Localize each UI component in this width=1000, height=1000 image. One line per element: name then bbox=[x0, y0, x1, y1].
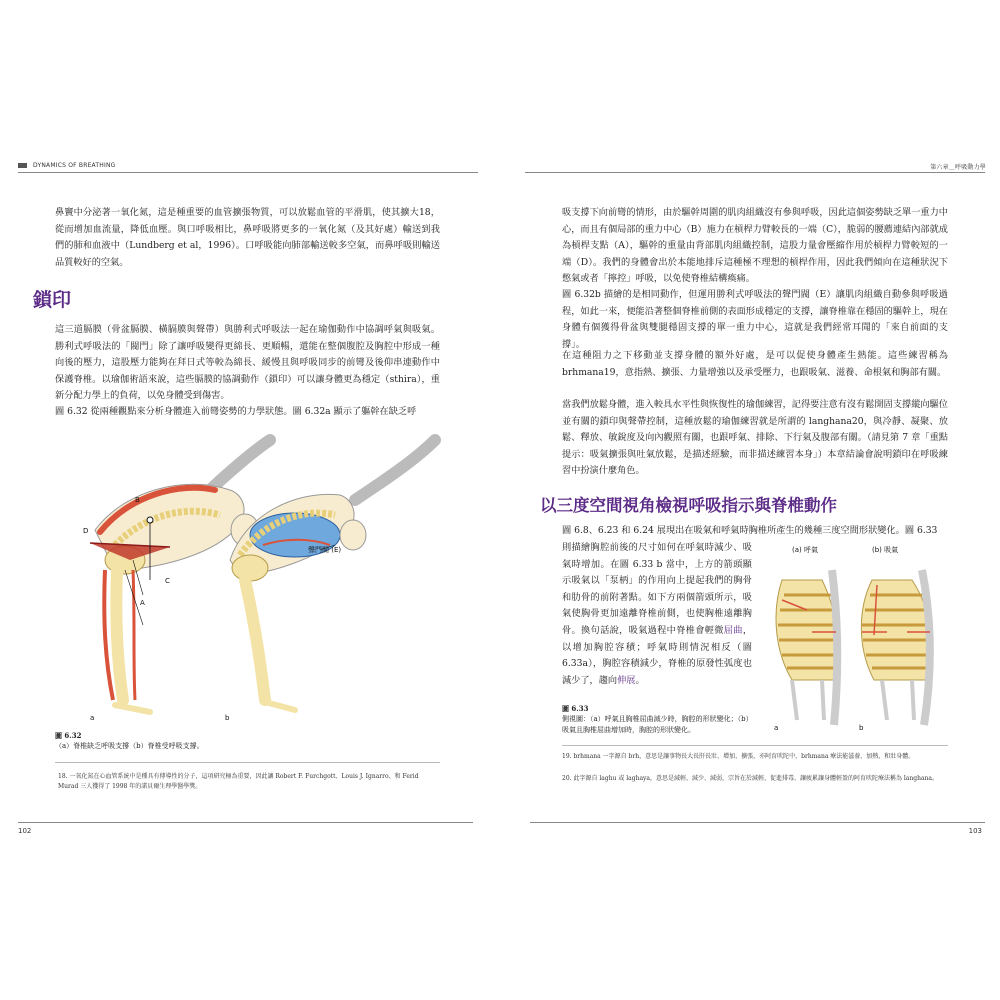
running-head-left bbox=[18, 162, 115, 169]
label-c: C bbox=[165, 577, 170, 585]
caption-text: （a）脊椎缺乏呼吸支撐（b）脊椎受呼吸支撐。 bbox=[55, 742, 204, 750]
body-paragraph-wrap bbox=[562, 540, 752, 689]
footnote-rule bbox=[562, 745, 948, 746]
para6-text-a: 則描繪胸腔前後的尺寸如何在呼氣時減少、吸氣時增加。在圖 6.33 b 當中，上方的箭頭顯示吸氣以「泵柄」的作用向上提起我們的胸骨和肋骨的前附著點。如下方兩個箭頭所示，吸氣使胸骨更加遠離脊椎前側，也使胸椎遠離胸骨。換句話說，吸氣過程中脊椎會輕微 bbox=[562, 542, 752, 636]
header-rule-right bbox=[525, 172, 985, 173]
section-heading: 鎖印 bbox=[33, 289, 72, 311]
term-flexion: 屈曲 bbox=[723, 624, 743, 636]
body-paragraph: 圖 6.32b 描繪的是相同動作，但運用勝利式呼吸法的聲門閥（E）讓肌肉組織自動參與呼吸過程，如此一來，便能沿著整個脊椎前側的表面形成穩定的支撐，讓脊椎靠在穩固的驅幹上，現在身體有個獲得骨盆與雙腿穩固支撐的單一重力中心，這就是我們經常耳聞的「來自前面的支撐」。 bbox=[562, 289, 948, 350]
body-paragraph: 在這種阻力之下移動並支撐身體的額外好處，是可以促使身體產生熱能。這些練習稱為 brhmana19，意指熱、擴張、力量增強以及承受壓力，也跟吸氣、滋養、命根氣和胸部有關。 bbox=[562, 350, 948, 378]
figure-b-body bbox=[230, 440, 435, 710]
footnote-rule bbox=[55, 762, 440, 763]
figure-sub-a: a bbox=[774, 724, 779, 732]
para6-text-c: 。 bbox=[635, 674, 645, 686]
figure-sub-a: a bbox=[90, 714, 95, 722]
ribcage-exhale bbox=[776, 570, 839, 725]
section-heading: 以三度空間視角檢視呼吸指示與脊椎動作 bbox=[540, 496, 837, 515]
figure-caption-right bbox=[562, 703, 758, 736]
label-exhale: (a) 呼氣 bbox=[792, 546, 818, 554]
body-paragraph: 這三道膈膜（骨盆膈膜、橫膈膜與聲帶）與勝利式呼吸法一起在瑜伽動作中協調呼氣與吸氣。勝利式呼吸法的「閥門」除了讓呼吸變得更綿長、更順暢，還能在整個腹腔及胸腔中形成一種向後的壓力，這股壓力能夠在拜日式等較為綿長、緩慢且與呼吸同步的前彎及後仰串連動作中保護脊椎。以瑜伽術語來說，這些膈膜的協調動作（鎖印）可以讓身體更為穩定（sthira），重新分配力學上的負荷，以免身體受到傷害。 bbox=[55, 324, 440, 402]
glottal-valve-label: 聲門閥 (E) bbox=[308, 546, 342, 554]
footer-rule-left bbox=[18, 822, 473, 823]
caption-title: 圖 6.33 bbox=[562, 704, 589, 713]
figure-6-33 bbox=[762, 540, 952, 735]
label-b: B bbox=[135, 496, 140, 504]
footer-rule-right bbox=[530, 822, 985, 823]
footnote-19: 19. brhmana 一字源自 brh，意思是讓事物長大長肝長壯、增加、擴張，亦阿育吠陀中，brhmana 療法能滋養、加熱、和壯身體。 bbox=[562, 753, 915, 760]
figure-sub-b: b bbox=[225, 714, 230, 722]
figure-sub-b: b bbox=[859, 724, 864, 732]
running-head-text: DYNAMICS OF BREATHING bbox=[33, 162, 116, 169]
page-number-right: 103 bbox=[968, 827, 982, 835]
body-paragraph: 當我們放鬆身體，進入較具水平性與恢復性的瑜伽練習，記得要注意有沒有鬆開固支撐縱向驅位並有關的鎖印與聲帶控制，這種放鬆的瑜伽練習就是所謂的 langhana20，與冷靜、凝聚、放鬆、釋放、敏銳度及向內觀照有關，也跟呼氣、排除、下行氣及腹部有關。（請見第 7 章「重點提示：吸氣擴張與吐氣放鬆，是描述經驗，而非描述練習本身」）本章結論會說明鎖印在呼吸練習中扮演什麼角色。 bbox=[562, 399, 948, 477]
body-paragraph: 吸支撐下向前彎的情形，由於驅幹周圍的肌肉組織沒有參與呼吸，因此這個姿勢缺乏單一重力中心，而且有個局部的重力中心（B）施力在槓桿力臂較長的一端（C），脆弱的腰薦連結內部就成為槓桿支點（A），驅幹的重量由背部肌肉組織控制，這股力量會壓縮作用於槓桿力臂較短的一端（D）。我們的身體會出於本能地排斥這種極不理想的槓桿作用，因此我們傾向在這種狀況下憋氣或者「擰控」呼吸，以免使脊椎結構瘓痛。 bbox=[562, 207, 948, 285]
ribcage-inhale bbox=[861, 570, 932, 725]
label-d: D bbox=[83, 527, 89, 535]
footnote-18: 18. 一氧化氮在心血管系統中是種具有傳導性的分子，這項研究極為重要，因此讓 Robert F. Furchgott、Louis J. Ignarro、和 Ferid Murad 三人獲得了 1998 年的諾貝爾生理學醫學獎。 bbox=[58, 773, 419, 790]
body-paragraph: 鼻竇中分泌著一氧化氮，這是種重要的血管擴張物質，可以放鬆血管的平滑肌，使其擴大18，從而增加血流量，降低血壓。與口呼吸相比，鼻呼吸將更多的一氧化氮（及其好處）輸送到我們的肺和血液中（Lundberg et al，1996）。口呼吸能向肺部輸送較多空氣，而鼻呼吸則輸送品質較好的空氣。 bbox=[55, 207, 440, 268]
running-head-right: 第六章＿呼吸動力學 bbox=[930, 164, 986, 171]
label-a: A bbox=[140, 599, 145, 607]
body-paragraph: 圖 6.8、6.23 和 6.24 展現出在吸氣和呼氣時胸椎所產生的幾種三度空間形狀變化。圖 6.33 bbox=[562, 525, 938, 536]
right-page bbox=[500, 0, 1000, 1000]
caption-title: 圖 6.32 bbox=[55, 731, 82, 740]
label-inhale: (b) 吸氣 bbox=[872, 546, 899, 554]
para6-text-b: ，以增加胸腔容積；呼氣時則情況相反（圖 6.33a），胸腔容積減少，脊椎的原發性弧度也減少了，趨向 bbox=[562, 624, 753, 686]
caption-text: 側視圖：（a）呼氣且胸椎屈曲減少時，胸腔的形狀變化；（b）吸氣且胸椎屈曲增加時，胸腔的形狀變化。 bbox=[562, 715, 753, 734]
figure-6-32 bbox=[55, 420, 450, 725]
figure-caption-left bbox=[55, 730, 440, 752]
term-extension: 伸展 bbox=[617, 674, 636, 686]
header-rule-left bbox=[18, 172, 478, 173]
page-number-left: 102 bbox=[18, 827, 32, 835]
body-paragraph: 圖 6.32 從兩種觀點來分析身體進入前彎姿勢的力學狀態。圖 6.32a 顯示了軀幹在缺乏呼 bbox=[55, 406, 417, 417]
footnote-20: 20. 此字源自 laghu 或 laghaya，意思是減輕、減少、減弱，宗旨在於減輕、促進排毒、讓疲累讓身體輕盈的阿育吠陀療法稱為 langhana。 bbox=[562, 775, 938, 782]
running-head-marker bbox=[18, 163, 27, 168]
